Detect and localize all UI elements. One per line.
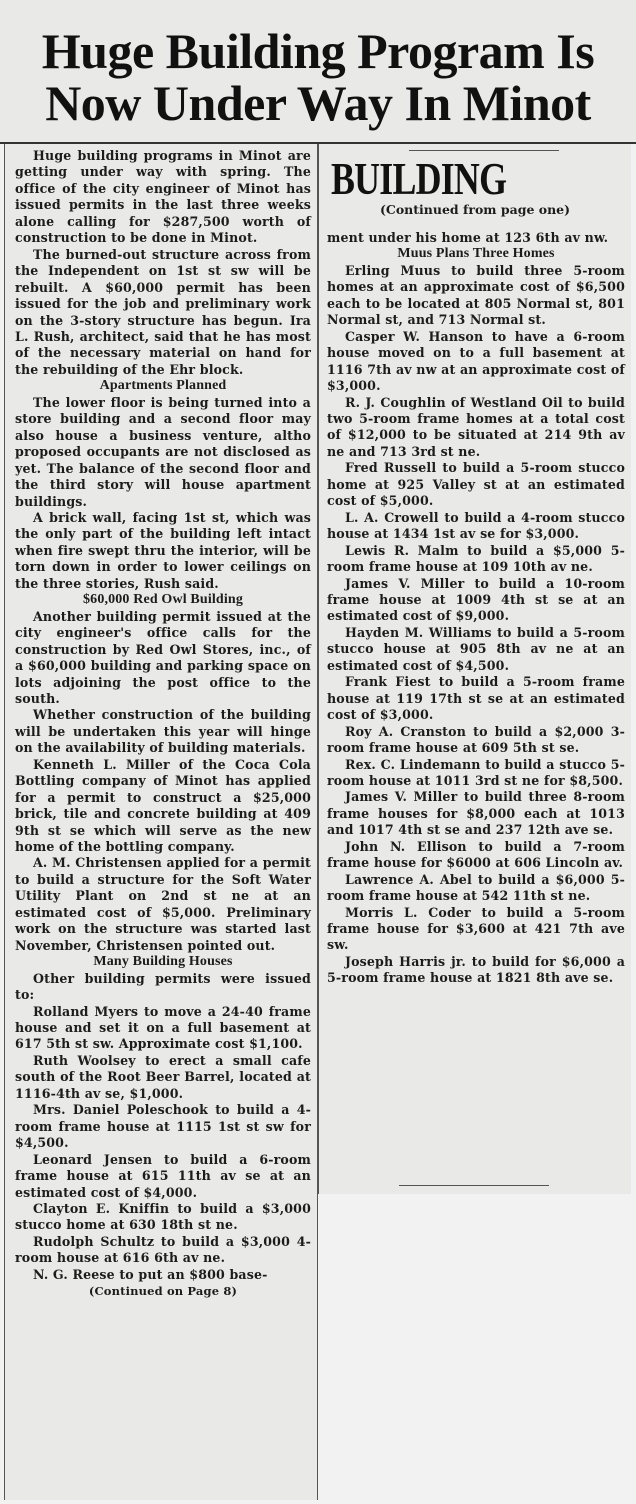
paragraph: Mrs. Daniel Poleschook to build a 4-room frame house at 1115 1st st sw for $4,500. (15, 1102, 311, 1151)
paragraph: Erling Muus to build three 5-room homes at an approximate cost of $6,500 each to be located at 805 Normal st, 801 Normal st, and 713 Normal st. (327, 262, 625, 328)
article-column-left (4, 144, 318, 1500)
paragraph: Hayden M. Williams to build a 5-room stucco house at 905 8th av ne at an estimated cost of $4,500. (327, 624, 625, 673)
paragraph: Kenneth L. Miller of the Coca Cola Bottling company of Minot has applied for a permit to construct a $25,000 brick, tile and concrete building at 409 9th st se which will serve as the new home of the bottling company. (15, 756, 311, 855)
paragraph: Fred Russell to build a 5-room stucco home at 925 Valley st at an estimated cost of $5,000. (327, 460, 625, 509)
right-column-text (327, 230, 625, 987)
continued-from-note: (Continued from page one) (379, 202, 571, 217)
paragraph: Huge building programs in Minot are getting under way with spring. The office of the city engineer of Minot has issued permits in the last three weeks alone calling for $287,500 worth of construction to be done in Minot. (15, 148, 311, 246)
paragraph: Another building permit issued at the city engineer's office calls for the construction by Red Owl Stores, inc., of a $60,000 building and parking space on lots adjoining the post office to the south. (15, 608, 311, 706)
continued-on-note: (Continued on Page 8) (88, 1284, 238, 1299)
continuation-title: BUILDING (331, 153, 507, 204)
paragraph: Joseph Harris jr. to build for $6,000 a 5-room frame house at 1821 8th ave se. (327, 953, 625, 986)
title-rule (409, 150, 559, 151)
paragraph: A. M. Christensen applied for a permit to build a structure for the Soft Water Utility Plant on 2nd st ne at an estimated cost of $5,000. Preliminary work on the structure was started last November, Christensen pointed out. (15, 855, 311, 953)
end-rule (399, 1185, 549, 1186)
paragraph: Whether construction of the building will be undertaken this year will hinge on the availability of building materials. (15, 707, 311, 756)
article-column-right (318, 144, 631, 1194)
paragraph: Casper W. Hanson to have a 6-room house moved on to a full basement at 1116 7th av nw at an approximate cost of $3,000. (327, 328, 625, 394)
left-column-text (15, 148, 311, 1300)
headline-line-2: Now Under Way In Minot (45, 75, 591, 131)
paragraph: Other building permits were issued to: (15, 970, 311, 1003)
paragraph: The lower floor is being turned into a store building and a second floor may also house a business venture, altho proposed occupants are not disclosed as yet. The balance of the second floor and the third story will house apartment buildings. (15, 394, 311, 509)
paragraph: N. G. Reese to put an $800 base- (33, 1266, 268, 1282)
paragraph: R. J. Coughlin of Westland Oil to build two 5-room frame homes at a total cost of $12,000 to be situated at 214 9th av ne and 713 3rd st ne. (327, 394, 625, 459)
paragraph: Leonard Jensen to build a 6-room frame house at 615 11th av se at an estimated cost of $4,000. (15, 1151, 311, 1200)
subheading: Many Building Houses (93, 954, 233, 970)
paragraph: Rolland Myers to move a 24-40 frame house and set it on a full basement at 617 5th st sw. Approximate cost $1,100. (15, 1003, 311, 1052)
headline-box (0, 0, 636, 144)
paragraph: Clayton E. Kniffin to build a $3,000 stucco home at 630 18th st ne. (15, 1201, 311, 1233)
paragraph: The burned-out structure across from the Independent on 1st st sw will be rebuilt. A $60,000 permit has been issued for the job and preliminary work on the 3-story structure has begun. Ira L. Rush, architect, said that he has most of the necessary material on hand for the rebuilding of the Ehr block. (15, 246, 311, 377)
subheading: Muus Plans Three Homes (397, 246, 555, 262)
paragraph: Rex. C. Lindemann to build a stucco 5-room house at 1011 3rd st ne for $8,500. (327, 756, 625, 788)
subheading: Apartments Planned (99, 378, 227, 394)
paragraph: A brick wall, facing 1st st, which was the only part of the building left intact when fire swept thru the interior, will be torn down in order to lower ceilings on the three stories, Rush said. (15, 509, 311, 591)
paragraph: Ruth Woolsey to erect a small cafe south of the Root Beer Barrel, located at 1116-4th av se, $1,000. (15, 1052, 311, 1101)
paragraph: Roy A. Cranston to build a $2,000 3-room frame house at 609 5th st se. (327, 723, 625, 756)
paragraph: Rudolph Schultz to build a $3,000 4-room house at 616 6th av ne. (15, 1233, 311, 1266)
paragraph: Lawrence A. Abel to build a $6,000 5-room frame house at 542 11th st ne. (327, 871, 625, 904)
paragraph: Frank Fiest to build a 5-room frame house at 119 17th st se at an estimated cost of $3,000. (327, 674, 625, 723)
paragraph: L. A. Crowell to build a 4-room stucco house at 1434 1st av se for $3,000. (327, 509, 625, 542)
paragraph: John N. Ellison to build a 7-room frame house for $6000 at 606 Lincoln av. (327, 838, 625, 871)
paragraph: Lewis R. Malm to build a $5,000 5-room frame house at 109 10th av ne. (327, 542, 625, 575)
paragraph: James V. Miller to build three 8-room frame houses for $8,000 each at 1013 and 1017 4th st se and 237 12th ave se. (327, 789, 625, 838)
paragraph: James V. Miller to build a 10-room frame house at 1009 4th st se at an estimated cost of $9,000. (327, 575, 625, 624)
headline-line-1: Huge Building Program Is (41, 23, 595, 79)
subheading: $60,000 Red Owl Building (83, 592, 243, 608)
paragraph: Morris L. Coder to build a 5-room frame house for $3,600 at 421 7th ave sw. (327, 904, 625, 953)
paragraph: ment under his home at 123 6th av nw. (327, 230, 609, 245)
